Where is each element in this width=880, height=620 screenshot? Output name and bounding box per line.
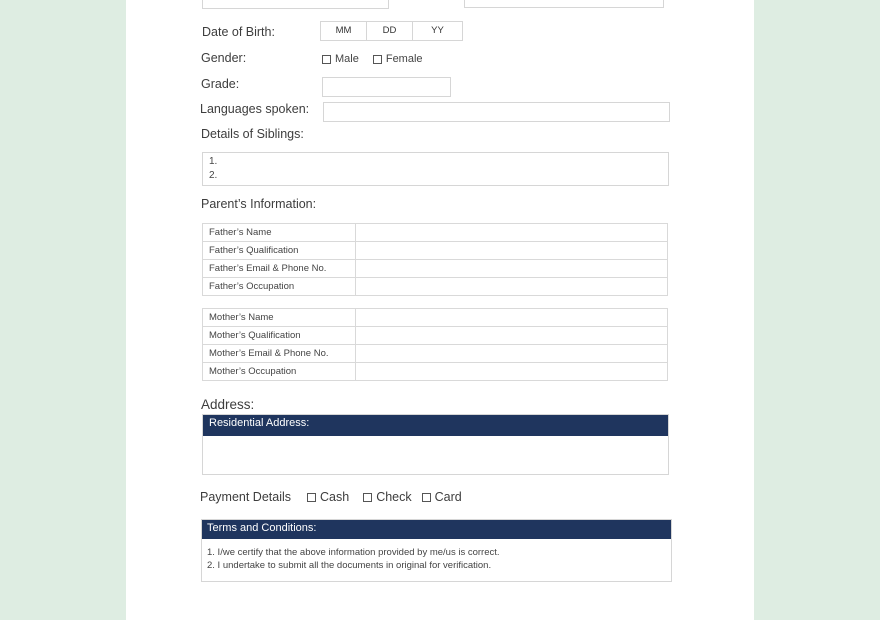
siblings-input[interactable] — [202, 152, 669, 186]
mother-contact-field[interactable] — [356, 345, 668, 363]
terms-box — [201, 519, 672, 582]
gender-female-checkbox[interactable]: Female — [373, 53, 423, 65]
payment-card-checkbox[interactable]: Card — [422, 490, 462, 504]
mother-qualification-field[interactable] — [356, 327, 668, 345]
languages-label: Languages spoken: — [200, 102, 310, 116]
mother-table — [202, 308, 668, 381]
languages-input[interactable] — [323, 102, 670, 122]
payment-check-checkbox[interactable]: Check — [363, 490, 411, 504]
table-row: Father’s Occupation — [203, 278, 668, 296]
dob-year-field[interactable]: YY — [431, 25, 444, 36]
father-qualification-field[interactable] — [356, 242, 668, 260]
checkbox-icon — [307, 493, 316, 502]
table-row: Mother’s Qualification — [203, 327, 668, 345]
terms-line: 1. I/we certify that the above information provided by me/us is correct. — [207, 547, 500, 558]
dob-month-field[interactable]: MM — [321, 22, 367, 40]
father-occupation-field[interactable] — [356, 278, 668, 296]
table-row: Father’s Name — [203, 224, 668, 242]
payment-label: Payment Details — [200, 490, 292, 504]
checkbox-icon — [322, 55, 331, 64]
father-name-field[interactable] — [356, 224, 668, 242]
payment-cash-checkbox[interactable]: Cash — [307, 490, 349, 504]
top-right-input[interactable] — [464, 0, 664, 8]
terms-header: Terms and Conditions: — [202, 520, 671, 539]
terms-line: 2. I undertake to submit all the documents in original for verification. — [207, 560, 492, 571]
gender-male-checkbox[interactable]: Male — [322, 53, 359, 65]
sibling-line: 1. — [209, 156, 218, 167]
grade-input[interactable] — [322, 77, 451, 97]
mother-occupation-field[interactable] — [356, 363, 668, 381]
table-row: Mother’s Occupation — [203, 363, 668, 381]
residential-address-header: Residential Address: — [203, 415, 668, 436]
table-row: Mother’s Name — [203, 309, 668, 327]
dob-fields — [320, 21, 463, 41]
table-row: Mother’s Email & Phone No. — [203, 345, 668, 363]
checkbox-icon — [422, 493, 431, 502]
father-table — [202, 223, 668, 296]
address-box — [202, 414, 669, 475]
dob-day-field[interactable]: DD — [367, 22, 413, 40]
parents-label: Parent’s Information: — [201, 197, 317, 211]
table-row: Father’s Email & Phone No. — [203, 260, 668, 278]
gender-label: Gender: — [201, 51, 247, 65]
residential-address-input[interactable] — [203, 436, 668, 474]
top-left-input[interactable] — [202, 0, 389, 9]
siblings-label: Details of Siblings: — [201, 127, 304, 141]
address-label: Address: — [201, 397, 255, 412]
grade-label: Grade: — [201, 77, 240, 91]
father-contact-field[interactable] — [356, 260, 668, 278]
table-row: Father’s Qualification — [203, 242, 668, 260]
dob-label: Date of Birth: — [202, 25, 275, 39]
checkbox-icon — [363, 493, 372, 502]
checkbox-icon — [373, 55, 382, 64]
sibling-line: 2. — [209, 170, 218, 181]
mother-name-field[interactable] — [356, 309, 668, 327]
